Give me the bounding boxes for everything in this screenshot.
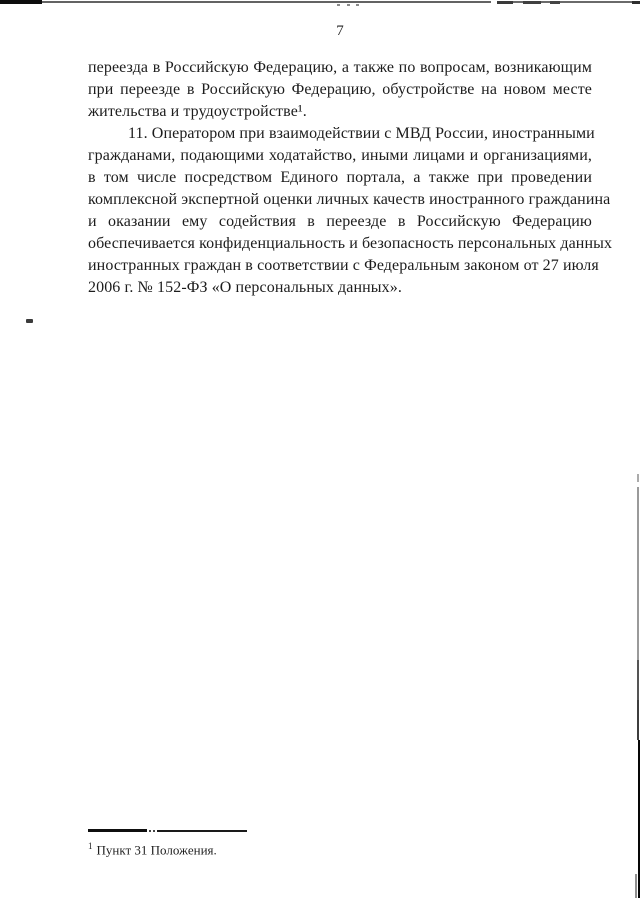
scan-artifact-top-dash <box>550 1 560 4</box>
body-text-line: и оказании ему содействия в переезде в Российскую Федерацию <box>88 213 592 230</box>
body-text-line: при переезде в Российскую Федерацию, обустройстве на новом месте <box>88 81 592 98</box>
scan-artifact-tick <box>356 4 359 6</box>
scan-artifact-top-dash <box>497 1 513 4</box>
scan-artifact-top-edge-black <box>0 0 42 4</box>
footnote-separator-dot <box>149 830 151 832</box>
scan-artifact-top-edge-gray <box>497 1 640 3</box>
body-text-line: 11. Оператором при взаимодействии с МВД России, иностранными <box>128 125 595 142</box>
footnote-separator-dot <box>153 830 155 832</box>
scan-artifact-top-dash <box>523 1 541 4</box>
page-number: 7 <box>336 23 344 39</box>
footnote-separator-segment <box>157 830 247 832</box>
body-text-line: гражданами, подающими ходатайство, иными лицами и организациями, <box>88 147 592 164</box>
body-text-line: переезда в Российскую Федерацию, а также по вопросам, возникающим <box>88 59 592 76</box>
scan-artifact-right-edge <box>637 660 639 700</box>
footnote-separator-segment <box>88 829 147 832</box>
scan-artifact-right-edge <box>637 474 639 482</box>
body-text-line: иностранных граждан в соответствии с Федеральным законом от 27 июля <box>88 257 599 274</box>
body-text <box>88 57 613 299</box>
scan-artifact-right-edge <box>635 874 637 898</box>
footnote <box>88 837 488 859</box>
scan-artifact-right-edge <box>637 487 639 660</box>
scan-artifact-dot <box>26 319 33 323</box>
scan-artifact-top-edge-gray <box>42 1 491 3</box>
body-text-line: 2006 г. № 152-ФЗ «О персональных данных». <box>88 279 402 296</box>
body-text-line: обеспечивается конфиденциальность и безопасность персональных данных <box>88 235 613 252</box>
footnote-separator <box>88 829 248 832</box>
scan-artifact-tick <box>337 4 340 6</box>
scan-artifact-right-edge <box>637 700 639 740</box>
footnote-marker: 1 <box>88 841 93 851</box>
body-text-line: жительства и трудоустройстве¹. <box>88 103 307 120</box>
body-text-line: комплексной экспертной оценки личных качеств иностранного гражданина <box>88 191 611 208</box>
body-text-line: в том числе посредством Единого портала, а также при проведении <box>88 169 592 186</box>
scan-artifact-top-dash <box>632 1 640 4</box>
scan-artifact-tick <box>347 4 350 6</box>
footnote-text: Пункт 31 Положения. <box>96 842 217 858</box>
